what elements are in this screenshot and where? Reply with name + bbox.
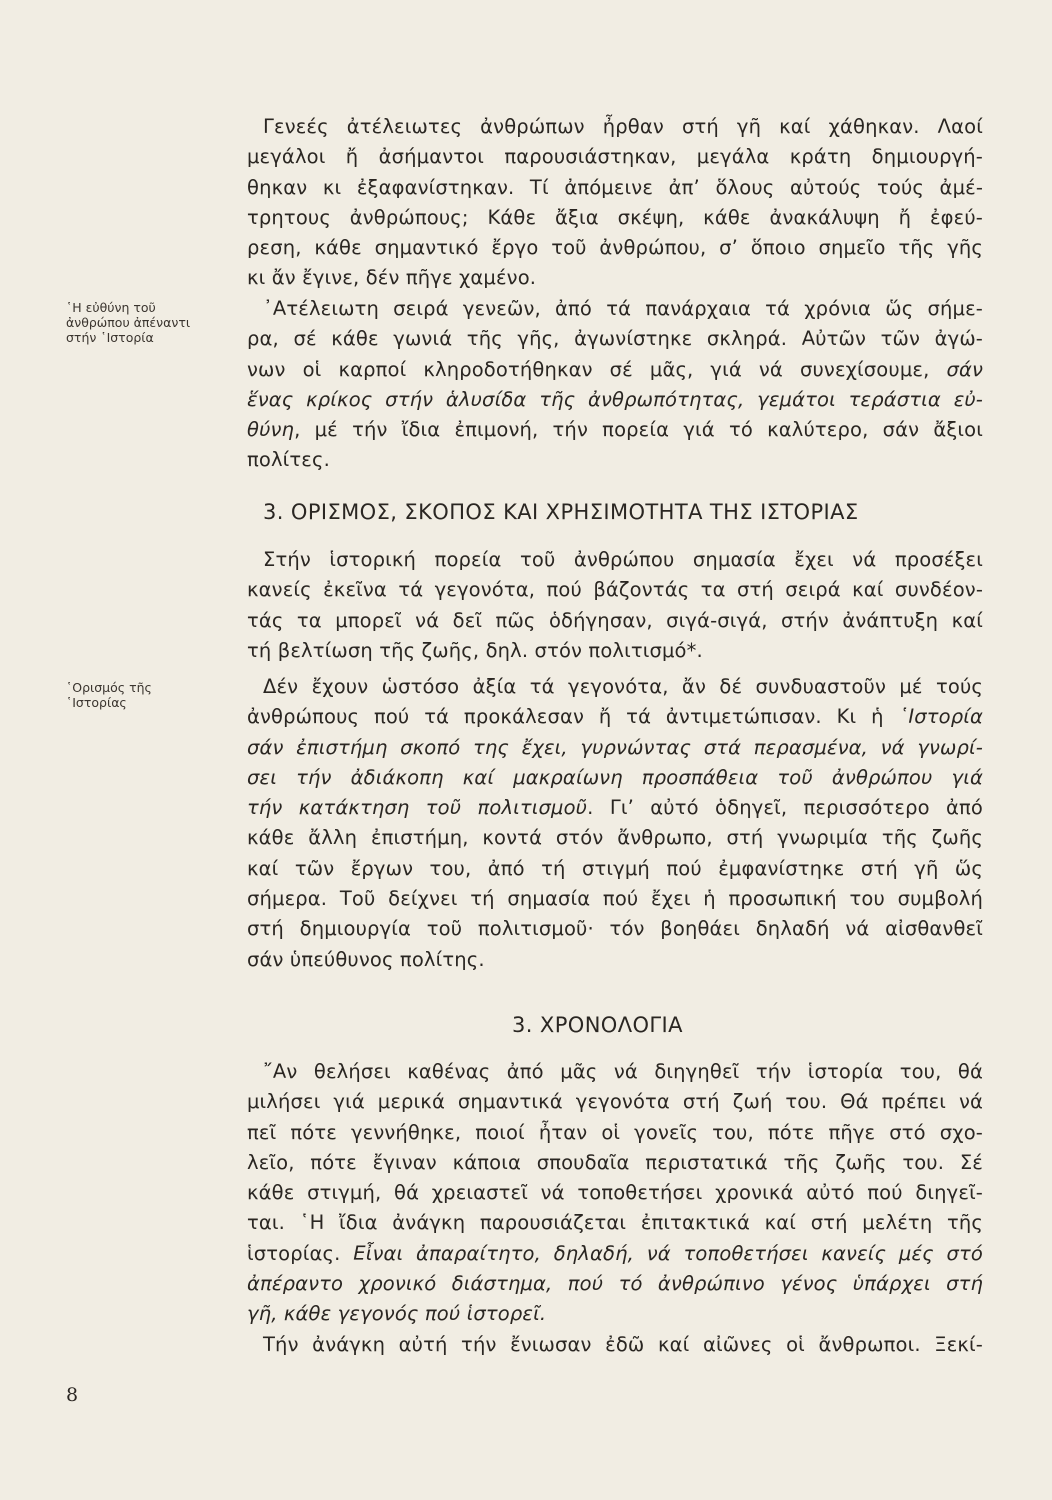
text-line: Στήν ἱστορική πορεία τοῦ ἀνθρώπου σημασία ἔχει νά προσέξει (263, 548, 983, 571)
text-line: πεῖ πότε γεννήθηκε, ποιοί ἦταν οἱ γονεῖς του, πότε πῆγε στό σχο- (247, 1120, 983, 1144)
text-line: κανείς ἐκεῖνα τά γεγονότα, πού βάζοντάς τα στή σειρά καί συνδέον- (247, 578, 983, 602)
chronology-paragraph-1 (247, 1057, 983, 1330)
text-line: κάθε ἄλλη ἐπιστήμη, κοντά στόν ἄνθρωπο, στή γνωριμία τῆς ζωῆς (247, 826, 983, 850)
section-heading-chronology: 3. ΧΡΟΝΟΛΟΓΙΑ (512, 1013, 683, 1037)
text-line: ρεση, κάθε σημαντικό ἔργο τοῦ ἀνθρώπου, σ’ ὅποιο σημεῖο τῆς γῆς (247, 236, 983, 260)
definition-paragraph-1 (247, 545, 983, 666)
italic-run: σάν (946, 357, 983, 381)
text-line: ται. ῾Η ἴδια ἀνάγκη παρουσιάζεται ἐπιτακτικά καί στή μελέτη τῆς (247, 1211, 983, 1235)
text-line (247, 793, 983, 823)
text-line: πολίτες. (247, 448, 330, 472)
text-line: κι ἄν ἔγινε, δέν πῆγε χαμένο. (247, 266, 537, 290)
italic-run: τήν κατάκτηση τοῦ πολιτισμοῦ (247, 796, 588, 820)
italic-run: ῾Ιστορία (898, 705, 983, 729)
italic-text-line: ἕνας κρίκος στήν ἁλυσίδα τῆς ἀνθρωπότητας, γεμάτοι τεράστια εὐ- (247, 387, 983, 411)
text-line: Τήν ἀνάγκη αὐτή τήν ἔνιωσαν ἐδῶ καί αἰῶνες οἱ ἄνθρωποι. Ξεκί- (263, 1333, 983, 1356)
text-line: θηκαν κι ἐξαφανίστηκαν. Τί ἀπόμεινε ἀπ’ ὅλους αὐτούς τούς ἀμέ- (247, 175, 983, 199)
text-line: σήμερα. Τοῦ δείχνει τή σημασία πού ἔχει ἡ προσωπική του συμβολή (247, 887, 983, 911)
text-line: καί τῶν ἔργων του, ἀπό τή στιγμή πού ἐμφανίστηκε στή γῆ ὥς (247, 856, 983, 880)
text-line: λεῖο, πότε ἔγιναν κάποια σπουδαῖα περιστατικά τῆς ζωῆς του. Σέ (247, 1150, 983, 1174)
text-line: ῎Αν θελήσει καθένας ἀπό μᾶς νά διηγηθεῖ τήν ἱστορία του, θά (263, 1060, 983, 1083)
text-line (247, 415, 983, 445)
italic-text-line: σει τήν ἀδιάκοπη καί μακραίωνη προσπάθεια τοῦ ἀνθρώπου γιά (247, 765, 983, 789)
section-heading-definition: 3. ΟΡΙΣΜΟΣ, ΣΚΟΠΟΣ ΚΑΙ ΧΡΗΣΙΜΟΤΗΤΑ ΤΗΣ ΙΣΤΟΡΙΑΣ (263, 500, 859, 524)
chronology-paragraph-2 (247, 1330, 983, 1360)
margin-note-definition: ῾Ορισμός τῆς ῾Ιστορίας (66, 680, 152, 710)
text-line (247, 702, 983, 732)
text-run: . Γι’ αὐτό ὁδηγεῖ, περισσότερο ἀπό (587, 796, 983, 820)
text-line: Γενεές ἀτέλειωτες ἀνθρώπων ἦρθαν στή γῆ καί χάθηκαν. Λαοί (263, 115, 983, 138)
margin-note-responsibility: ῾Η εὐθύνη τοῦ ἀνθρώπου ἀπέναντι στήν ῾Ιστορία (66, 300, 191, 345)
text-line: ᾿Ατέλειωτη σειρά γενεῶν, ἀπό τά πανάρχαια τά χρόνια ὥς σήμε- (263, 297, 983, 320)
italic-text-line: γῆ, κάθε γεγονός πού ἱστορεῖ. (247, 1302, 547, 1326)
text-line: τρητους ἀνθρώπους; Κάθε ἄξια σκέψη, κάθε ἀνακάλυψη ἤ ἐφεύ- (247, 205, 983, 229)
italic-text-line: σάν ἐπιστήμη σκοπό της ἔχει, γυρνώντας στά περασμένα, νά γνωρί- (247, 735, 983, 759)
text-run: νων οἱ καρποί κληροδοτήθηκαν σέ μᾶς, γιά νά συνεχίσουμε, (247, 357, 947, 381)
intro-paragraph-2 (247, 294, 983, 476)
text-line: κάθε στιγμή, θά χρειαστεῖ νά τοποθετήσει χρονικά αὐτό πού διηγεῖ- (247, 1181, 983, 1205)
text-line (247, 1239, 983, 1269)
text-line: τή βελτίωση τῆς ζωῆς, δηλ. στόν πολιτισμό*. (247, 638, 703, 662)
italic-text-line: ἀπέραντο χρονικό διάστημα, πού τό ἀνθρώπινο γένος ὑπάρχει στή (247, 1272, 983, 1296)
text-line (247, 355, 983, 385)
text-line: ρα, σέ κάθε γωνιά τῆς γῆς, ἀγωνίστηκε σκληρά. Αὐτῶν τῶν ἀγώ- (247, 327, 983, 351)
text-line: μεγάλοι ἤ ἀσήμαντοι παρουσιάστηκαν, μεγάλα κράτη δημιουργή- (247, 145, 983, 169)
text-run: , μέ τήν ἴδια ἐπιμονή, τήν πορεία γιά τό καλύτερο, σάν ἄξιοι (294, 418, 983, 442)
text-line: μιλήσει γιά μερικά σημαντικά γεγονότα στή ζωή του. Θά πρέπει νά (247, 1090, 983, 1114)
definition-paragraph-2 (247, 672, 983, 975)
text-line: τάς τα μπορεῖ νά δεῖ πῶς ὁδήγησαν, σιγά-σιγά, στήν ἀνάπτυξη καί (247, 608, 983, 632)
text-line: στή δημιουργία τοῦ πολιτισμοῦ· τόν βοηθάει δηλαδή νά αἰσθανθεῖ (247, 917, 983, 941)
italic-run: Εἶναι ἀπαραίτητο, δηλαδή, νά τοποθετήσει κανείς μές στό (353, 1241, 983, 1265)
italic-run: θύνη (247, 418, 295, 442)
text-run: ἱστορίας. (247, 1241, 354, 1265)
text-run: ἀνθρώπους πού τά προκάλεσαν ἤ τά ἀντιμετώπισαν. Κι ἡ (247, 705, 899, 729)
intro-paragraph-1 (247, 112, 983, 294)
text-line: σάν ὑπεύθυνος πολίτης. (247, 947, 485, 971)
text-line: Δέν ἔχουν ὡστόσο ἀξία τά γεγονότα, ἄν δέ συνδυαστοῦν μέ τούς (263, 675, 983, 698)
page-number: 8 (66, 1384, 79, 1406)
